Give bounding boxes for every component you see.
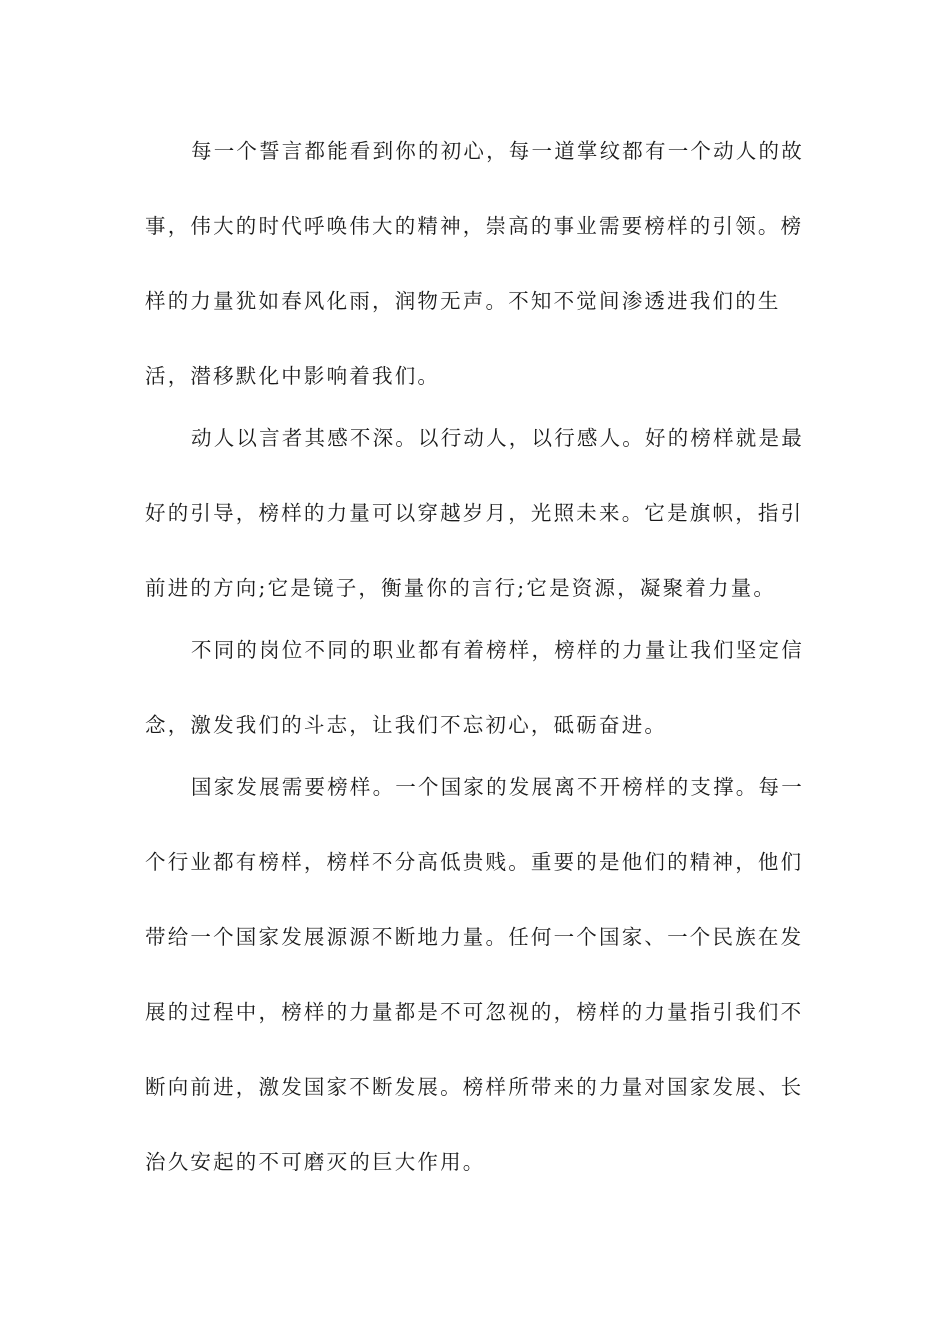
text-line: 念，激发我们的斗志，让我们不忘初心，砥砺奋进。 — [145, 713, 668, 737]
text-line: 事，伟大的时代呼唤伟大的精神，崇高的事业需要榜样的引领。榜 — [145, 214, 804, 238]
text-line: 国家发展需要榜样。一个国家的发展离不开榜样的支撑。每一 — [191, 775, 804, 799]
text-line: 断向前进，激发国家不断发展。榜样所带来的力量对国家发展、长 — [145, 1075, 804, 1099]
text-line: 治久安起的不可磨灭的巨大作用。 — [145, 1150, 486, 1174]
text-line: 带给一个国家发展源源不断地力量。任何一个国家、一个民族在发 — [145, 925, 804, 949]
text-line: 个行业都有榜样，榜样不分高低贵贱。重要的是他们的精神，他们 — [145, 850, 804, 874]
text-line: 动人以言者其感不深。以行动人，以行感人。好的榜样就是最 — [191, 426, 804, 450]
text-line: 不同的岗位不同的职业都有着榜样，榜样的力量让我们坚定信 — [191, 638, 804, 662]
text-line: 前进的方向;它是镜子，衡量你的言行;它是资源，凝聚着力量。 — [145, 576, 777, 600]
text-line: 每一个誓言都能看到你的初心，每一道掌纹都有一个动人的故 — [191, 139, 804, 163]
text-line: 好的引导，榜样的力量可以穿越岁月，光照未来。它是旗帜，指引 — [145, 501, 804, 525]
text-line: 展的过程中，榜样的力量都是不可忽视的，榜样的力量指引我们不 — [145, 1000, 804, 1024]
text-line: 样的力量犹如春风化雨，润物无声。不知不觉间渗透进我们的生 — [145, 289, 781, 313]
text-line: 活，潜移默化中影响着我们。 — [145, 364, 441, 388]
